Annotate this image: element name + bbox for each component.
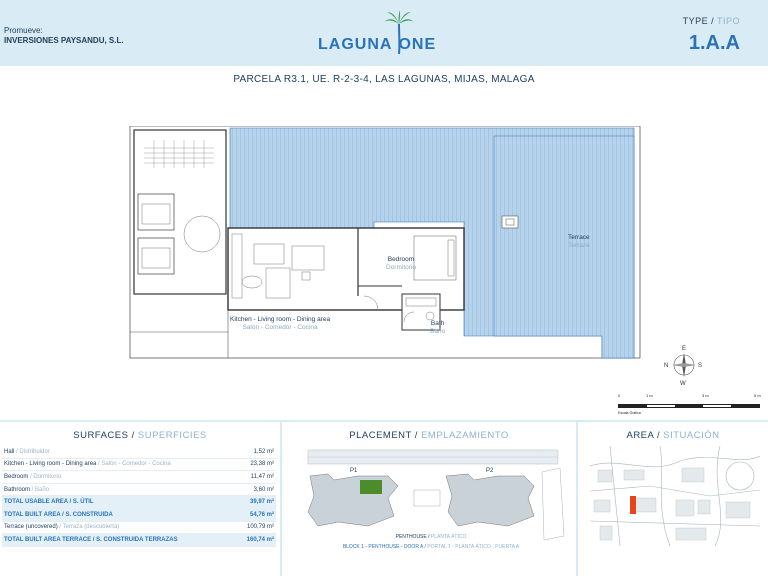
type-value: 1.A.A [688, 32, 740, 54]
placement-caption-1-en: PENTHOUSE [395, 534, 427, 540]
terrace-label-es: Terraza [568, 242, 590, 249]
surface-row-label-en: Terrace (uncovered) [4, 524, 58, 531]
surface-row-value: 11,47 m² [250, 473, 274, 480]
bath-label-en: Bath [430, 320, 445, 327]
surface-row-label-es: S. ÚTIL [72, 499, 94, 506]
scale-tick-5: 5 m [754, 393, 761, 398]
surface-row-label-es: Salón - Comedor - Cocina [101, 461, 171, 468]
kitchen-label-es: Salón - Comedor - Cocina [242, 324, 318, 331]
area-map [590, 446, 760, 546]
placement-caption-1-es: PLANTA ÁTICO [430, 534, 467, 540]
surface-row-label-es: Baño [35, 486, 50, 493]
surface-row [2, 471, 276, 484]
info-panels [0, 420, 768, 576]
surface-row-value: 100,79 m² [246, 524, 274, 531]
compass-icon [664, 345, 708, 385]
surface-row [2, 446, 276, 459]
scale-caption: Escala Gráfica [618, 411, 641, 415]
surface-row-value: 160,74 m² [246, 536, 274, 543]
surfaces-title-es: SUPERFICIES [137, 430, 207, 441]
surface-row-value: 39,97 m² [249, 499, 274, 506]
surface-row-label-en: Kitchen - Living room - Dining area [4, 461, 97, 468]
surface-row-label-es: Terraza (descubierta) [62, 524, 120, 531]
scale-tick-0: 0 [618, 393, 621, 398]
surface-row [2, 459, 276, 472]
surface-row-label: TOTAL BUILT AREA TERRACE / S. CONSTRUIDA TERRAZAS [4, 536, 178, 543]
placement-caption-2-es: PORTAL 1 - PLANTA ÁTICO - PUERTA A [427, 544, 520, 550]
surfaces-title-en: SURFACES [73, 430, 129, 441]
surface-row-label-es: Dormitorio [33, 473, 62, 480]
unit-location-highlight [630, 496, 636, 514]
surfaces-table [2, 446, 276, 547]
surface-row-label: Terrace (uncovered) / Terraza (descubierta) [4, 524, 120, 531]
logo-text-left: LAGUNA [318, 36, 393, 53]
surface-row [2, 484, 276, 497]
surface-row-value: 23,38 m² [250, 461, 274, 468]
kitchen-label [230, 316, 330, 332]
unit-placement-highlight [360, 480, 382, 494]
placement-caption-2: BLOCK 1 - PENTHOUSE - DOOR A / PORTAL 1 - PLANTA ÁTICO - PUERTA A [342, 544, 520, 550]
surface-row-label-en: Hall [4, 448, 15, 455]
type-label: TYPE / TIPO [682, 16, 740, 26]
surface-row-label-en: TOTAL USABLE AREA [4, 499, 68, 506]
placement-title: PLACEMENT / EMPLAZAMIENTO [349, 430, 509, 441]
surface-row-label: Hall / Distribuidor [4, 448, 50, 455]
compass-w: W [680, 381, 686, 385]
surfaces-title: SURFACES / SUPERFICIES [73, 430, 207, 441]
floor-plan-drawing [124, 126, 644, 366]
surface-row-label-en: TOTAL BUILT AREA TERRACE [4, 536, 92, 543]
placement-title-es: EMPLAZAMIENTO [421, 430, 509, 441]
surface-row-label-en: TOTAL BUILT AREA [4, 511, 61, 518]
surface-row-label: TOTAL BUILT AREA / S. CONSTRUIDA [4, 511, 113, 518]
placement-diagram [298, 446, 568, 542]
scale-bar [616, 393, 764, 418]
area-title-en: AREA [626, 430, 654, 441]
compass-n: N [664, 363, 669, 369]
p1-label: P1 [350, 468, 358, 474]
surface-row-value: 1,52 m² [253, 448, 274, 455]
laguna-one-logo [318, 10, 458, 58]
bedroom-label-en: Bedroom [387, 256, 415, 263]
bedroom-label-es: Dormitorio [386, 264, 416, 271]
surface-row-label-es: S. CONSTRUIDA [65, 511, 113, 518]
placement-caption-2-en: BLOCK 1 - PENTHOUSE - DOOR A [342, 544, 424, 550]
area-title: AREA / SITUACIÓN [626, 430, 720, 441]
bath-label-es: Baño [430, 328, 446, 335]
type-label-es: TIPO [716, 16, 740, 26]
scale-tick-1: 1 m [646, 393, 653, 398]
surface-row [2, 509, 276, 522]
surface-row-label-en: Bedroom [4, 473, 29, 480]
compass-s: S [698, 363, 703, 369]
promoter-label: Promueve: [4, 26, 43, 35]
surface-row-label: Bathroom / Baño [4, 486, 50, 493]
surface-row [2, 522, 276, 535]
placement-caption-1: PENTHOUSE / PLANTA ÁTICO [395, 534, 467, 540]
compass [664, 345, 708, 390]
placement-title-en: PLACEMENT [349, 430, 412, 441]
bedroom-label [386, 256, 416, 272]
scale-bar-line [618, 404, 760, 408]
promoter-name: INVERSIONES PAYSANDU, S.L. [4, 36, 124, 45]
type-label-en: TYPE [682, 16, 709, 26]
terrace-label-en: Terrace [568, 234, 590, 241]
floor-plan [124, 126, 644, 371]
surface-row [2, 496, 276, 509]
surface-row-label: Kitchen - Living room - Dining area / Salón - Comedor - Cocina [4, 461, 171, 468]
bath-label [430, 320, 445, 336]
surface-row-value: 54,76 m² [249, 511, 274, 518]
surface-row-label: Bedroom / Dormitorio [4, 473, 62, 480]
surface-row-label-es: Distribuidor [19, 448, 50, 455]
surface-row-label-en: Bathroom [4, 486, 31, 493]
area-title-es: SITUACIÓN [663, 430, 720, 441]
surface-row-value: 3,60 m² [253, 486, 274, 493]
p2-label: P2 [486, 468, 494, 474]
scale-tick-3: 3 m [702, 393, 709, 398]
header [0, 0, 768, 66]
parcel-address: PARCELA R3.1, UE. R-2-3-4, LAS LAGUNAS, MIJAS, MALAGA [233, 74, 535, 85]
compass-e: E [682, 346, 687, 352]
surface-row-label: TOTAL USABLE AREA / S. ÚTIL [4, 499, 94, 506]
terrace-label [568, 234, 590, 250]
logo-text-right: ONE [398, 36, 437, 53]
surface-row-label-es: S. CONSTRUIDA TERRAZAS [96, 536, 178, 543]
kitchen-label-en: Kitchen - Living room - Dining area [230, 316, 331, 323]
surface-row [2, 534, 276, 547]
